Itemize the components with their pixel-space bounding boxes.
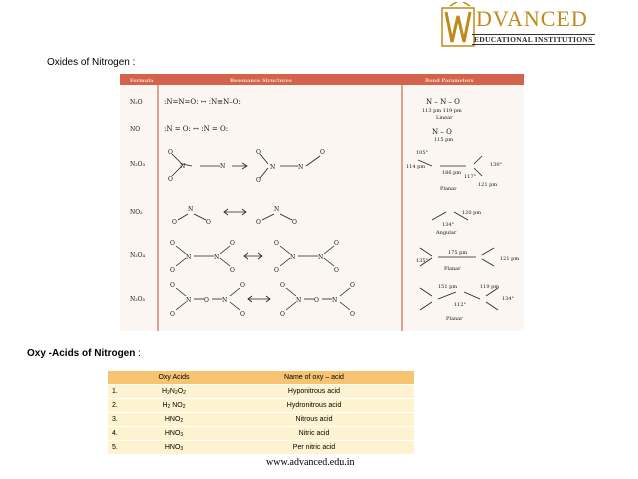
n2o4-o2: O (230, 240, 235, 247)
param-n2o3-len3: 121 pm (478, 182, 498, 188)
n2o3-n2: N (220, 163, 226, 170)
row-name: Nitric acid (214, 427, 414, 441)
param-n2o-shape: Linear (436, 115, 453, 121)
row-name: Hyponitrous acid (214, 385, 414, 399)
no2-o4: O (292, 219, 297, 226)
n2o5-o3: O (240, 282, 245, 289)
n2o4-o5: O (274, 240, 279, 247)
n2o4-o3: O (170, 267, 175, 274)
formula-n2o4: N₂O₄ (130, 252, 145, 259)
logo-subtitle: EDUCATIONAL INSTITUTIONS (474, 35, 593, 44)
param-n2o4-length: 175 pm (448, 250, 468, 256)
param-n2o5-len2: 119 pm (480, 284, 500, 290)
n2o5-o2: O (204, 297, 209, 304)
param-no-formula: N – O (432, 128, 452, 136)
table-header-acids: Oxy Acids (134, 371, 214, 385)
param-n2o4-angle: 135° (416, 258, 429, 264)
logo-title: DVANCED (476, 6, 588, 31)
n2o5-o8: O (350, 282, 355, 289)
resonance-no: :N = O: ↔ :N = O: (164, 125, 229, 133)
oxides-figure (120, 74, 524, 331)
param-n2o4-len2: 121 pm (500, 256, 520, 262)
no2-o1: O (172, 219, 177, 226)
row-formula: $HNO_3$ (134, 427, 214, 441)
n2o5-o9: O (280, 311, 285, 318)
param-n2o4-shape: Planar (444, 266, 461, 272)
param-no2-length: 120 pm (462, 210, 482, 216)
table-header-num (108, 371, 134, 385)
n2o4-n4: N (318, 254, 324, 261)
row-name: Nitrous acid (214, 413, 414, 427)
param-n2o5-len1: 151 pm (438, 284, 458, 290)
param-n2o3-angle1: 105° (416, 150, 429, 156)
row-number: 3. (108, 413, 134, 427)
table-header-row (108, 371, 414, 385)
param-n2o3-len2: 114 pm (406, 164, 426, 170)
n2o3-n4: N (298, 164, 304, 171)
row-formula: $H_2N_2O_2$ (134, 385, 214, 399)
row-number: 1. (108, 385, 134, 399)
param-n2o5-shape: Planar (446, 316, 463, 322)
table-row (108, 399, 414, 413)
n2o3-o2: O (168, 176, 173, 183)
no2-n1: N (188, 206, 194, 213)
formula-n2o3: N₂O₃ (130, 161, 145, 168)
table-row (108, 413, 414, 427)
param-n2o3-angle3: 117° (464, 174, 477, 180)
n2o4-o7: O (274, 267, 279, 274)
n2o4-n3: N (290, 254, 296, 261)
no2-o3: O (256, 219, 261, 226)
resonance-n2o: :N=N=O: ↔ :N≡N–O: (164, 98, 241, 106)
row-name: Hydronitrous acid (214, 399, 414, 413)
n2o5-o6: O (280, 282, 285, 289)
row-number: 2. (108, 399, 134, 413)
n2o4-n1: N (186, 254, 192, 261)
formula-n2o5: N₂O₅ (130, 296, 145, 303)
param-no2-angle: 134° (442, 222, 455, 228)
formula-no: NO (130, 126, 141, 133)
param-n2o-formula: N – N – O (426, 98, 460, 106)
n2o3-o1: O (168, 149, 173, 156)
formula-no2: NO₂ (130, 209, 143, 216)
param-n2o3-shape: Planar (440, 186, 457, 192)
n2o3-o4: O (320, 149, 325, 156)
n2o4-o1: O (170, 240, 175, 247)
n2o4-o6: O (334, 240, 339, 247)
row-formula: $H_2$ $NO_2$ (134, 399, 214, 413)
row-number: 5. (108, 441, 134, 455)
oxy-acids-table (108, 371, 414, 454)
n2o3-n1: N (180, 163, 186, 170)
row-name: Per nitric acid (214, 441, 414, 455)
n2o5-n3: N (296, 297, 302, 304)
formula-n2o: N₂O (130, 99, 143, 106)
n2o3-o3: O (256, 149, 261, 156)
param-n2o-lengths: 113 pm 119 pm (422, 108, 462, 114)
n2o5-o5: O (240, 311, 245, 318)
n2o3-n3: N (270, 164, 276, 171)
table-row (108, 441, 414, 455)
row-formula: $HNO_2$ (134, 413, 214, 427)
no2-n2: N (274, 206, 280, 213)
figure-background (120, 74, 524, 331)
col-header-bond: Bond Parameters (425, 78, 474, 84)
param-no-length: 115 pm (434, 137, 454, 143)
no2-o2: O (206, 219, 211, 226)
website-link[interactable]: www.advanced.edu.in (266, 457, 355, 468)
table-row (108, 427, 414, 441)
n2o5-o10: O (350, 311, 355, 318)
n2o3-o5: O (256, 177, 261, 184)
param-n2o3-length: 186 pm (442, 170, 462, 176)
table-row (108, 385, 414, 399)
param-n2o3-angle2: 130° (490, 162, 503, 168)
n2o4-o8: O (334, 267, 339, 274)
n2o4-o4: O (230, 267, 235, 274)
n2o5-o7: O (314, 297, 319, 304)
n2o4-n2: N (214, 254, 220, 261)
row-formula: $HNO_3$ (134, 441, 214, 455)
param-n2o5-angle2: 112° (454, 302, 467, 308)
n2o5-n2: N (222, 297, 228, 304)
n2o5-o1: O (170, 282, 175, 289)
oxides-heading: Oxides of Nitrogen : (47, 57, 136, 68)
col-header-formula: Formula (130, 78, 154, 84)
param-n2o5-angle1: 134° (502, 296, 515, 302)
col-header-resonance: Resonance Structures (230, 78, 292, 84)
n2o5-n1: N (186, 297, 192, 304)
acids-heading: Oxy -Acids of Nitrogen : (27, 348, 141, 359)
row-number: 4. (108, 427, 134, 441)
param-no2-shape: Angular (436, 230, 457, 236)
n2o5-o4: O (170, 311, 175, 318)
n2o5-n4: N (332, 297, 338, 304)
table-header-name: Name of oxy – acid (214, 371, 414, 385)
